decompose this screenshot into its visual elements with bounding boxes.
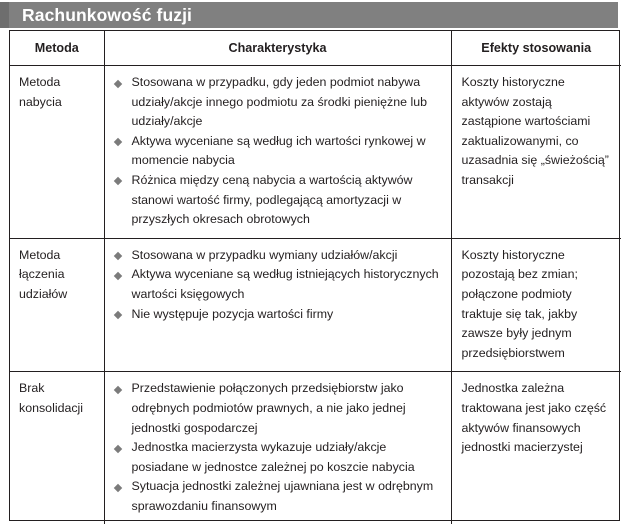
table-row bbox=[10, 372, 621, 525]
cell-method bbox=[10, 372, 104, 525]
method-name: Brak konsolidacji bbox=[19, 381, 84, 415]
diamond-bullet-icon bbox=[113, 444, 121, 452]
effects-text: Koszty historyczne aktywów zostają zastąpione wartościami zaktualizowanymi, co uzasadnia się „świeżością” transakcji bbox=[461, 75, 609, 187]
list-item-text: Aktywa wyceniane są według istniejących historycznych wartości księgowych bbox=[131, 267, 439, 301]
characteristics-list bbox=[111, 246, 445, 324]
list-item-text: Nie występuje pozycja wartości firmy bbox=[131, 306, 334, 321]
characteristics-list bbox=[111, 379, 445, 516]
page-title: Rachunkowość fuzji bbox=[22, 5, 193, 25]
cell-characteristics bbox=[104, 66, 451, 239]
table-header bbox=[10, 31, 621, 66]
title-bar-left-strip bbox=[0, 2, 9, 28]
diamond-bullet-icon bbox=[113, 138, 121, 146]
header-row bbox=[10, 31, 621, 66]
list-item bbox=[111, 477, 445, 516]
list-item-text: Przedstawienie połączonych przedsiębiorstw jako odrębnych podmiotów prawnych, a nie jako jednej jednostki gospodarczej bbox=[131, 381, 406, 435]
list-item-text: Jednostka macierzysta wykazuje udziały/akcje posiadane w jednostce zależnej po koszcie nabycia bbox=[131, 440, 415, 474]
cell-characteristics bbox=[104, 372, 451, 525]
list-item bbox=[111, 379, 445, 438]
list-item-text: Stosowana w przypadku, gdy jeden podmiot nabywa udziały/akcje innego podmiotu za środki pieniężne lub udziały/akcje bbox=[131, 75, 427, 129]
list-item-text: Stosowana w przypadku wymiany udziałów/akcji bbox=[131, 247, 398, 262]
table-title-bar bbox=[0, 2, 618, 28]
cell-effects bbox=[451, 238, 621, 372]
table-row bbox=[10, 238, 621, 372]
list-item bbox=[111, 265, 445, 304]
diamond-bullet-icon bbox=[113, 272, 121, 280]
list-item bbox=[111, 132, 445, 171]
cell-method bbox=[10, 66, 104, 239]
cell-characteristics bbox=[104, 238, 451, 372]
diamond-bullet-icon bbox=[113, 311, 121, 319]
cell-effects bbox=[451, 66, 621, 239]
list-item bbox=[111, 305, 445, 325]
table bbox=[10, 31, 621, 524]
list-item bbox=[111, 438, 445, 477]
list-item-text: Aktywa wyceniane są według ich wartości rynkowej w momencie nabycia bbox=[131, 133, 426, 168]
list-item bbox=[111, 171, 445, 230]
list-item-text: Różnica między ceną nabycia a wartością aktywów stanowi wartość firmy, podlegającą amortyzacji w przyszłych okresach obrotowych bbox=[131, 172, 413, 227]
column-header-method: Metoda bbox=[10, 31, 104, 66]
list-item bbox=[111, 246, 445, 266]
diamond-bullet-icon bbox=[113, 484, 121, 492]
column-header-effects: Efekty stosowania bbox=[451, 31, 621, 66]
list-item bbox=[111, 73, 445, 132]
column-header-characteristics: Charakterystyka bbox=[104, 31, 451, 66]
effects-text: Koszty historyczne pozostają bez zmian; połączone podmioty traktuje się tak, jakby zawsze były jednym przedsiębiorstwem bbox=[461, 247, 578, 360]
diamond-bullet-icon bbox=[113, 79, 121, 87]
method-name: Metoda nabycia bbox=[19, 75, 62, 109]
table-body bbox=[10, 66, 621, 525]
cell-method bbox=[10, 238, 104, 372]
cell-effects bbox=[451, 372, 621, 525]
characteristics-list bbox=[111, 73, 445, 230]
table-row bbox=[10, 66, 621, 239]
diamond-bullet-icon bbox=[113, 177, 121, 185]
diamond-bullet-icon bbox=[113, 386, 121, 394]
fusion-accounting-table bbox=[9, 30, 620, 521]
diamond-bullet-icon bbox=[113, 252, 121, 260]
effects-text: Jednostka zależna traktowana jest jako część aktywów finansowych jednostki macierzystej bbox=[461, 381, 607, 455]
list-item-text: Sytuacja jednostki zależnej ujawniana jest w odrębnym sprawozdaniu finansowym bbox=[131, 479, 434, 513]
method-name: Metoda łączenia udziałów bbox=[19, 247, 68, 301]
